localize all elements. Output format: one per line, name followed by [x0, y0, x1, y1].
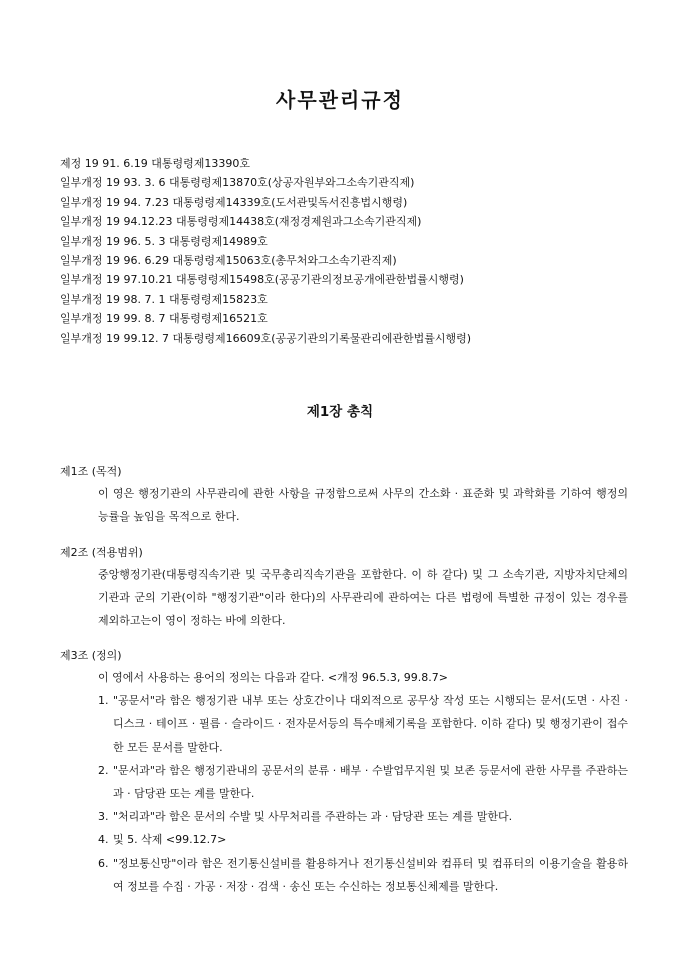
history-line: 일부개정 19 99. 8. 7 대통령령제16521호 [60, 312, 268, 326]
article-intro: 이 영에서 사용하는 용어의 정의는 다음과 같다. <개정 96.5.3, 99.8.7> [98, 671, 449, 684]
item-text: "처리과"라 함은 문서의 수발 및 사무처리를 주관하는 과 · 담당관 또는 계를 말한다. [113, 810, 513, 824]
definition-item [98, 828, 628, 851]
amendment-history [60, 154, 640, 348]
chapter-heading: 제1장 총칙 [306, 404, 374, 420]
item-number: 2. [98, 763, 109, 777]
article-heading: 제2조 (적용범위) [60, 546, 143, 559]
article-heading: 제1조 (목적) [60, 465, 122, 478]
item-number: 4. [98, 833, 109, 847]
article-2 [60, 543, 628, 633]
history-line: 일부개정 19 98. 7. 1 대통령령제15823호 [60, 292, 268, 306]
item-text: "문서과"라 함은 행정기관내의 공문서의 분류 · 배부 · 수발업무지원 및 보존 등문서에 관한 사무를 주관하는 과 · 담당관 또는 계를 말한다. [113, 763, 628, 801]
history-line: 일부개정 19 94.12.23 대통령령제14438호(재정경제원과그소속기관직제) [60, 215, 422, 229]
definition-item [98, 759, 628, 805]
item-text: "정보통신망"이라 함은 전기통신설비를 활용하거나 전기통신설비와 컴퓨터 및 컴퓨터의 이용기술을 활용하여 정보를 수집 · 가공 · 저장 · 검색 · 송신 또는 수신하는 정보통신체제를 말한다. [113, 856, 628, 893]
history-line: 일부개정 19 96. 6.29 대통령령제15063호(총무처와그소속기관직제) [60, 253, 397, 267]
definition-item [98, 689, 628, 759]
item-number: 6. [98, 856, 109, 870]
item-number: 1. [98, 694, 109, 708]
history-line: 일부개정 19 99.12. 7 대통령령제16609호(공공기관의기록물관리에관한법률시행령) [60, 331, 472, 345]
article-3 [60, 646, 628, 898]
history-line: 제정 19 91. 6.19 대통령령제13390호 [60, 157, 250, 170]
history-line: 일부개정 19 96. 5. 3 대통령령제14989호 [60, 234, 268, 248]
definition-item [98, 852, 628, 898]
history-line: 일부개정 19 97.10.21 대통령령제15498호(공공기관의정보공개에관한법률시행령) [60, 273, 464, 287]
item-text: 및 5. 삭제 <99.12.7> [113, 833, 227, 847]
article-1 [60, 462, 628, 528]
article-heading: 제3조 (정의) [60, 649, 122, 662]
item-text: "공문서"라 함은 행정기관 내부 또는 상호간이나 대외적으로 공무상 작성 또는 시행되는 문서(도면 · 사진 · 디스크 · 테이프 · 필름 · 슬라이드 · 전자문서등의 특수매체기록을 포함한다. 이하 같다) 및 행정기관이 접수한 모든 문서를 말한다. [113, 694, 628, 754]
history-line: 일부개정 19 93. 3. 6 대통령령제13870호(상공자원부와그소속기관직제) [60, 176, 415, 190]
item-number: 3. [98, 810, 109, 824]
history-line: 일부개정 19 94. 7.23 대통령령제14339호(도서관및독서진흥법시행령) [60, 195, 408, 209]
article-body: 이 영은 행정기관의 사무관리에 관한 사항을 규정함으로써 사무의 간소화 · 표준화 및 과학화를 기하여 행정의 능률을 높임을 목적으로 한다. [98, 487, 628, 524]
definition-item [98, 805, 628, 828]
article-body: 중앙행정기관(대통령직속기관 및 국무총리직속기관을 포함한다. 이 하 같다) 및 그 소속기관, 지방자치단체의 기관과 군의 기관(이하 "행정기관"이라 한다)의 사무관리에 관하여는 다른 법령에 특별한 규정이 있는 경우를 제외하고는이 영이 정하는 바에 의한다. [98, 568, 628, 628]
document-title: 사무관리규정 [276, 88, 404, 112]
